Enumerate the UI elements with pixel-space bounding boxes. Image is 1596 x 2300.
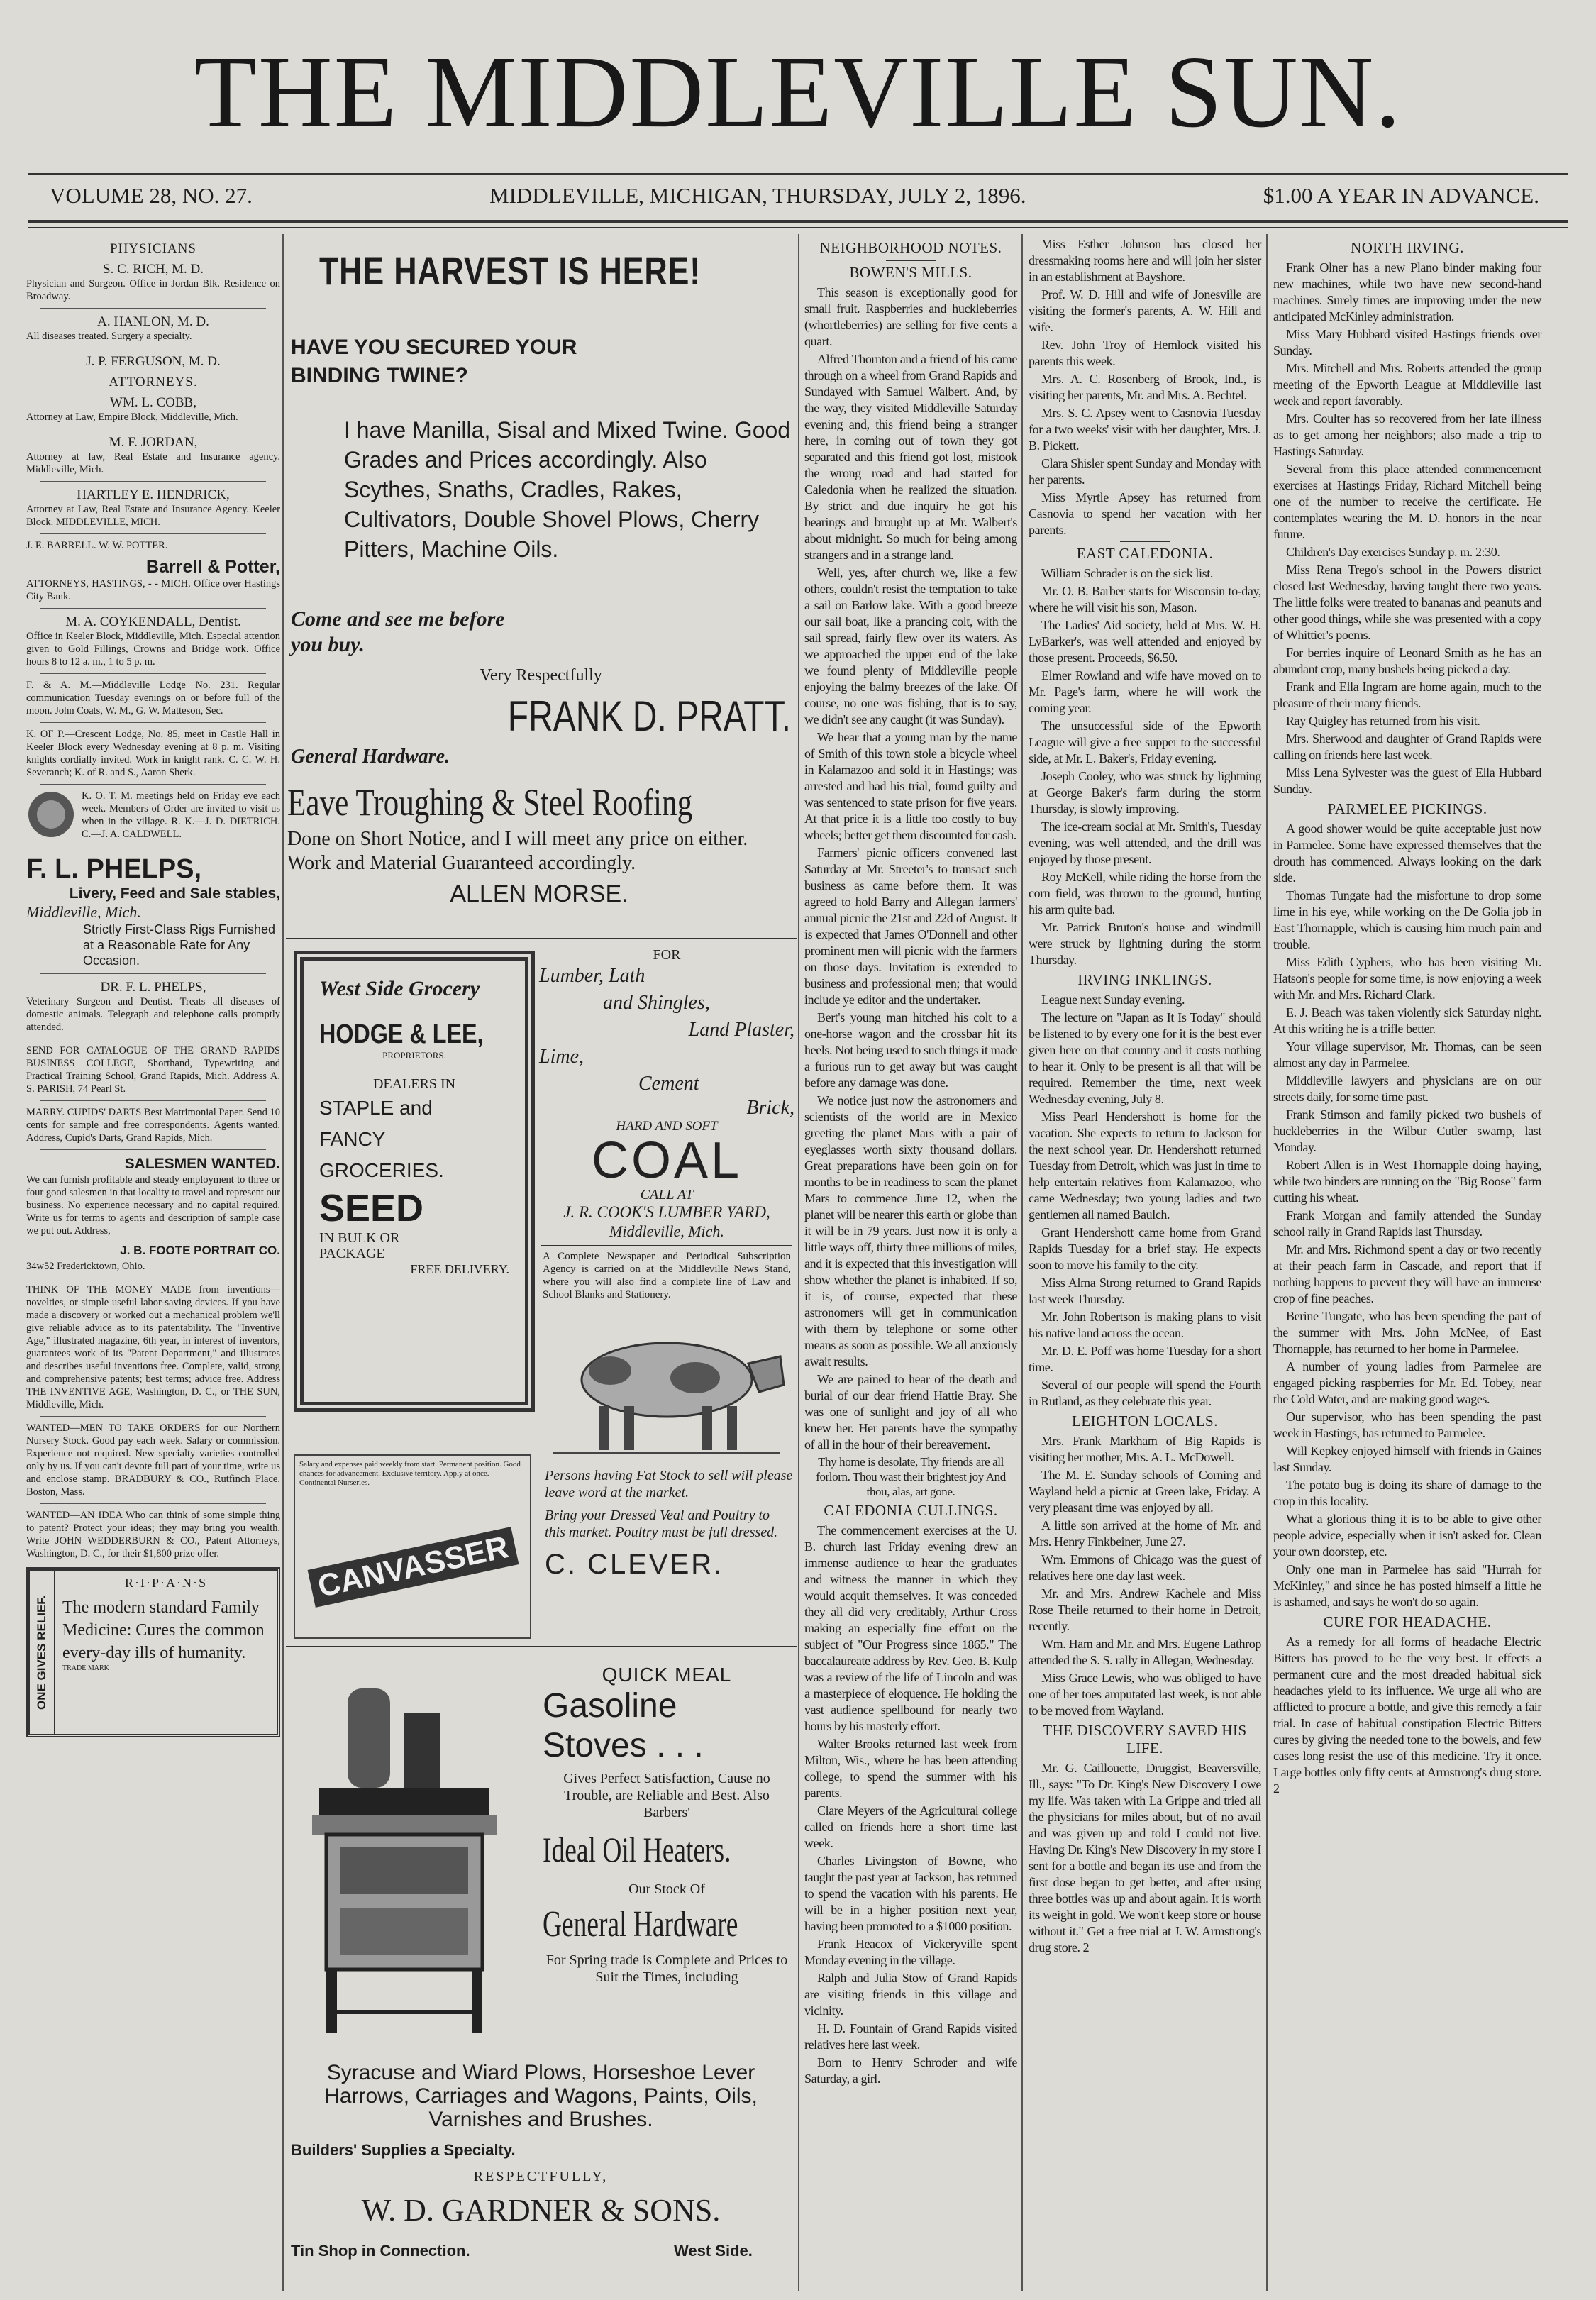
ad-text: GROCERIES. [319,1159,444,1181]
news-item: The M. E. Sunday schools of Corning and Wayland held a picnic at Green lake, Friday. A very pleasant time was enjoyed by all. [1029,1468,1261,1515]
ad-text: Bring your Dressed Veal and Poultry to this market. Poultry must be full dressed. [545,1508,778,1540]
news-item: Prof. W. D. Hill and wife of Jonesville are visiting the former's parents, A. W. Hill and wife. [1029,287,1261,334]
news-item: We notice just now the astronomers and scientists of the world are in Mexico greeting the planet Mars with a pair of eyeglasses worth sixty thousand dollars. Great preparations have been goin on for months to be in readiness to scan the planet Mars to commence June 12, when the planet will be nearer this earth or globe than it will be in 79 years. Just now it is only a little ways off, thirty three millions of miles, and it is expected that this investigation will show whether the planet is inhabited. If so, it is, of course, expected that these astronomers will get in communication with them by telephone or some other means as soon as possible. We all anxiously await results. [804,1093,1017,1369]
ad-subheadline: HAVE YOU SECURED YOUR BINDING TWINE? [291,336,577,387]
news-item: Mrs. Coulter has so recovered from her late illness as to get among her neighbors; also made a trip to Hastings Saturday. [1273,411,1541,458]
ad-text: FANCY [319,1128,386,1150]
ad-text: Syracuse and Wiard Plows, Horseshoe Lever Harrows, Carriages and Wagons, Paints, Oils, Varnishes and Brushes. [324,2061,758,2131]
lodge-notice: K. O. T. M. meetings held on Friday eve each week. Members of Order are invited to visit us when in the village. R. K.—J. D. DIETRICH. C.—J. A. CALDWELL. [82,790,280,840]
card-name: J. P. FERGUSON, M. D. [86,354,221,369]
lodge-notice: F. & A. M.—Middleville Lodge No. 231. Regular communication Tuesday evenings on or before full of the moon. John Coats, W. M., G. W. Matteson, Sec. [26,680,280,717]
news-item: Mrs. A. C. Rosenberg of Brook, Ind., is visiting her parents, Mr. and Mrs. A. Bechtel. [1029,372,1261,402]
news-item: Clare Meyers of the Agricultural college called on friends here a short time last week. [804,1803,1017,1850]
merchant-name: ALLEN MORSE. [450,880,628,907]
news-item: A good shower would be quite acceptable just now in Parmelee. Some have expressed themselves that the drouth has commenced. Always looking on the dark side. [1273,822,1541,885]
news-column-1 [804,236,1017,2089]
news-item: Well, yes, after church we, like a few others, couldn't resist the temptation to take a sail on Barlow lake. With a good breeze our sail boat, like a prancing colt, with the sail spread, fairly flew over its waters. As we approached the upper end of the lake we found plenty of Middleville people enjoying the balmy breezes of the lake. Of course, no one was fishing, that is to say, we didn't see any caught (it was Sunday). [804,565,1017,726]
divider [28,227,1568,228]
section-heading: LEIGHTON LOCALS. [1072,1412,1218,1430]
section-heading: BOWEN'S MILLS. [849,264,972,281]
card-name: DR. F. L. PHELPS, [100,980,206,995]
column-rule [1266,234,1268,2291]
ad-text: CALL AT [640,1187,694,1202]
ad-text: Our Stock Of [628,1881,705,1897]
gardner-hardware-ad [543,1664,791,1986]
cook-lumber-yard-ad [539,947,794,1241]
ad-text: We can furnish profitable and steady employment to three or four good salesmen in that locality to travel and represent our business. No experience necessary and no capital required. Write us for terms to agents and description of sample case we put out. Address, [26,1174,280,1237]
merchant-name: C. CLEVER. [545,1549,724,1580]
news-item: Mr. G. Caillouette, Druggist, Beaversville, Ill., says: "To Dr. King's New Discovery I owe my life. Was taken with La Grippe and tried all the physicians for miles about, but of no avail and was given up and told I could not live. Having Dr. King's New Discovery in my store I sent for a bottle and began its use and from the first dose began to get better, and after using three bottles was up and about again. It is worth its weight in gold. We won't keep store or house without it." Get a free trial at J. W. Armstrong's drug store. 2 [1029,1761,1261,1955]
news-item: Born to Henry Schroder and wife Saturday, a girl. [804,2055,1017,2086]
morse-roofing-ad [287,780,791,908]
ad-text: and Shingles, [603,992,710,1014]
news-item: Frank and Ella Ingram are home again, much to the pleasure of their many friends. [1273,680,1541,710]
ad-text: IN BULK OR PACKAGE [319,1230,400,1261]
merchant-name: FRANK D. PRATT. [507,692,791,740]
news-item: Frank Olner has a new Plano binder making four new machines, while two have new second-hand machines. Surely times are improving under the new anticipated McKinley administration. [1273,260,1541,324]
card-text: Office in Keeler Block, Middleville, Mich. Especial attention given to Gold Fillings, Crowns and Bridge work. Office hours 8 to 12 a. m., 1 to 5 p. m. [26,631,280,668]
card-name: WM. L. COBB, [110,395,196,410]
news-item: A number of young ladies from Parmelee are engaged picking raspberries for Mr. Ed. Tobey, near the Cold Water, and are making good wages. [1273,1359,1541,1406]
news-item: Farmers' picnic officers convened last Saturday at Mr. Streeter's to transact such business as came before them. It was agreed to hold Barry and Allegan farmers' annual picnic the 21st and 22d of August. It is expected that James O'Donnell and other prominent men will picnic with the farmers on those days. Invitation is extended to business and professional men; that would include ye editor and the undertaker. [804,846,1017,1007]
ad-text: HARD AND SOFT [616,1119,718,1134]
lodge-seal-icon [26,790,76,839]
news-item: Clara Shisler spent Sunday and Monday with her parents. [1029,456,1261,487]
dateline-bar [50,183,1539,209]
section-heading: PHYSICIANS [110,241,196,256]
news-item: We hear that a young man by the name of Smith of this town stole a bicycle wheel in Kalamazoo and sold it in Hastings; was arrested and had his trial, found guilty and was sentenced to state prison for five years. At that price it is a little too costly to buy wheels; better get them discounted for cash. [804,730,1017,842]
ad-text: West Side. [674,2242,753,2260]
column-rule [1021,234,1023,2291]
news-item: Frank Stimson and family picked two bushels of huckleberries in the Wilbur Cutler swamp, last Monday. [1273,1107,1541,1154]
news-item: This season is exceptionally good for small fruit. Raspberries and huckleberries (whortleberries) are selling for five cents a quart. [804,285,1017,348]
divider [1120,541,1170,542]
card-text: J. E. BARRELL. W. W. POTTER. [26,540,168,551]
news-item: Walter Brooks returned last week from Milton, Wis., where he has been attending college, to spend the summer with his parents. [804,1737,1017,1800]
divider [40,1503,266,1504]
ad-closing: Very Respectfully [480,666,602,685]
section-heading: EAST CALEDONIA. [1076,545,1214,562]
news-item: Miss Edith Cyphers, who has been visiting Mr. Hatson's people for some time, is now enjoying a week with Mr. and Mrs. Richard Clark. [1273,955,1541,1002]
divider [40,973,266,974]
news-item: Mr. Patrick Bruton's house and windmill were struck by lightning during the storm Thursday. [1029,920,1261,967]
news-item: Mrs. S. C. Apsey went to Casnovia Tuesday for a two weeks' visit with her daughter, Mrs. J. B. Pickett. [1029,406,1261,453]
card-name: F. L. PHELPS, [26,854,202,884]
divider [40,1416,266,1417]
news-item: As a remedy for all forms of headache Electric Bitters has proved to be the very best. It effects a permanent cure and the most dreaded habitual sick headaches yield to its influence. We urge all who are afflicted to procure a bottle, and give this remedy a fair trial. In case of habitual constipation Electric Bitters cures by giving the needed tone to the bowels, and few cases long resist the use of this medicine. Try it once. Large bottles only fifty cents at Armstrong's drug store. 2 [1273,1635,1541,1796]
ad-headline: Ideal Oil Heaters. [543,1830,731,1869]
ad-name: J. B. FOOTE PORTRAIT CO. [120,1244,280,1257]
news-item: Grant Hendershott came home from Grand Rapids Tuesday for a brief stay. He expects soon to move his family to the city. [1029,1225,1261,1272]
ad-text: 34w52 Fredericktown, Ohio. [26,1261,145,1272]
card-name: M. F. JORDAN, [109,435,198,450]
inventions-ad: THINK OF THE MONEY MADE from inventions—novelties, or simple useful labor-saving devices. If you have made a discovery or worked out a mechanical problem we'll give reliable advice as to its patentability. The "Inventive Age," illustrated magazine, 6th year, in interest of inventors, guarantees work of its "Patent Department," and illustrates and describes useful inventions free. Complete, valid, strong and comprehensive patents; best terms; advice free. Address THE INVENTIVE AGE, Washington, D. C., or THE SUN, Middleville, Mich. [26,1284,280,1410]
cow-illustration-icon [546,1320,787,1461]
ad-text: Persons having Fat Stock to sell will please leave word at the market. [545,1468,793,1500]
ad-text: Middleville, Mich. [609,1222,724,1240]
divider [40,784,266,785]
poem: Thy home is desolate, Thy friends are all forlorn. Thou wast their brightest joy And thou, alas, art gone. [816,1455,1006,1498]
news-item: Middleville lawyers and physicians are on our streets daily, for some time past. [1273,1073,1541,1104]
card-text: Strictly First-Class Rigs Furnished at a Reasonable Rate for Any Occasion. [83,922,276,968]
ad-closing: RESPECTFULLY, [473,2169,609,2184]
news-item: Mr. and Mrs. Richmond spent a day or two recently at their peach farm in Cascade, and report that if nothing happens to prevent they will have an immense crop of fine peaches. [1273,1242,1541,1305]
card-text: All diseases treated. Surgery a specialty. [26,331,192,342]
news-item: League next Sunday evening. [1041,993,1185,1007]
news-item: Roy McKell, while riding the horse from the corn field, was thrown to the ground, hurting his arm quite bad. [1029,870,1261,917]
news-item: Several of our people will spend the Fourth in Rutland, as they celebrate this year. [1029,1378,1261,1408]
news-item: Children's Day exercises Sunday p. m. 2:30. [1286,545,1500,559]
news-item: For berries inquire of Leonard Smith as he has an abundant crop, many bushels being picked a day. [1273,646,1541,676]
news-item: E. J. Beach was taken violently sick Saturday night. At this writing he is a trifle better. [1273,1005,1541,1036]
gasoline-stove-illustration-icon [298,1674,511,2050]
divider [40,308,266,309]
card-name: Barrell & Potter, [146,557,280,577]
column-rule [282,234,284,2291]
ad-text: Cement [638,1073,699,1095]
ad-text: SEED [319,1187,424,1229]
section-heading: PARMELEE PICKINGS. [1327,800,1487,817]
news-item: The lecture on "Japan as It Is Today" should be listened to by every one for it is the best ever given here on that country and it costs nothing to hear it. Only to be present is all that will be required. Remember the time, next week Wednesday evening, July 8. [1029,1010,1261,1106]
news-item: H. D. Fountain of Grand Rapids visited relatives here last week. [804,2021,1017,2052]
college-ad: SEND FOR CATALOGUE OF THE GRAND RAPIDS BUSINESS COLLEGE, Shorthand, Typewriting and Practical Training School, Grand Rapids, Mich. Address A. S. PARISH, 74 Pearl St. [26,1045,280,1095]
masthead-title: THE MIDDLEVILLE SUN. [194,35,1402,149]
ad-headline: THE HARVEST IS HERE! [319,248,701,293]
card-text: Veterinary Surgeon and Dentist. Treats all diseases of domestic animals. Telegraph and telephone calls promptly attended. [26,996,280,1033]
section-heading: ATTORNEYS. [109,375,198,389]
ad-headline: Stoves . . . [543,1727,704,1764]
divider [28,173,1568,175]
news-item: Frank Heacox of Vickeryville spent Monday evening in the village. [804,1937,1017,1967]
business-directory-column [26,236,280,1737]
card-name: HARTLEY E. HENDRICK, [77,487,230,502]
card-text: Physician and Surgeon. Office in Jordan Blk. Residence on Broadway. [26,278,280,302]
ripans-ad [26,1567,280,1737]
news-item: Rev. John Troy of Hemlock visited his parents this week. [1029,338,1261,368]
ad-text: Gives Perfect Satisfaction, Cause no Trouble, are Reliable and Best. Also Barbers' [563,1771,770,1820]
patent-ad: WANTED—AN IDEA Who can think of some simple thing to patent? Protect your ideas; they may bring you wealth. Write JOHN WEDDERBURN & CO., Patent Attorneys, Washington, D. C., for their $1,800 prize offer. [26,1510,280,1559]
news-item: Wm. Emmons of Chicago was the guest of relatives here one day last week. [1029,1552,1261,1583]
ad-text: QUICK MEAL [602,1664,732,1686]
clever-market-ad [545,1467,793,1581]
news-item: Frank Morgan and family attended the Sunday school rally in Grand Rapids last Thursday. [1273,1208,1541,1239]
ad-text: Lumber, Lath [539,965,645,987]
divider [286,1646,797,1647]
news-item: Ralph and Julia Stow of Grand Rapids are visiting friends in this village and vicinity. [804,1971,1017,2018]
ad-text: Builders' Supplies a Specialty. [291,2141,516,2159]
card-name: A. HANLON, M. D. [97,314,209,329]
divider [40,673,266,674]
ad-tagline: Come and see me before you buy. [291,607,505,656]
kotm-notice [26,790,280,841]
ad-text: Land Plaster, [688,1019,794,1041]
divider [40,608,266,609]
news-item: Robert Allen is in West Thornapple doing haying, while two binders are running on the "Big Roose" farm cutting his wheat. [1273,1158,1541,1205]
ad-body: Done on Short Notice, and I will meet any price on either. Work and Material Guaranteed accordingly. [287,828,748,874]
news-column-2 [1029,236,1261,1957]
news-item: Miss Rena Trego's school in the Powers district closed last Wednesday, having taught there two years. The little folks were treated to bananas and peanuts and other good things, while she was presented with a copy of Whittier's poems. [1273,563,1541,642]
news-item: Several from this place attended commencement exercises at Hastings Friday, Richard Mitchell being one of the number to receive the certificate. He contemplates wearing the M. D. honors in the near future. [1273,462,1541,541]
ad-heading: SALESMEN WANTED. [124,1156,280,1172]
merchant-trade: General Hardware. [291,746,450,768]
news-item: Mrs. Sherwood and daughter of Grand Rapids were calling on friends here last week. [1273,731,1541,762]
merchant-name: W. D. GARDNER & SONS. [361,2193,721,2228]
news-item: Our supervisor, who has been spending the past week in Hastings, has returned to Parmelee. [1273,1410,1541,1440]
volume-number: VOLUME 28, NO. 27. [50,183,253,208]
section-heading: THE DISCOVERY SAVED HIS LIFE. [1043,1722,1247,1757]
ad-body: I have Manilla, Sisal and Mixed Twine. Good Grades and Prices accordingly. Also Scythes, Snaths, Cradles, Rakes, Cultivators, Double Shovel Plows, Cherry Pitters, Machine Oils. [344,417,791,562]
divider [886,260,936,261]
ad-headline: CANVASSER [308,1527,519,1608]
news-item: Wm. Ham and Mr. and Mrs. Eugene Lathrop attended the S. S. rally in Allegan, Wednesday. [1029,1637,1261,1667]
ad-text: FOR [653,947,681,963]
section-heading: NORTH IRVING. [1351,239,1464,256]
section-heading: NEIGHBORHOOD NOTES. [819,239,1002,256]
divider [40,722,266,723]
news-item: Mr. John Robertson is making plans to visit his native land across the ocean. [1029,1310,1261,1340]
ad-text: STAPLE and [319,1097,433,1119]
news-item: Mr. D. E. Poff was home Tuesday for a short time. [1029,1344,1261,1374]
divider [28,220,1568,223]
news-item: Elmer Rowland and wife have moved on to Mr. Page's farm, where he will work the coming year. [1029,668,1261,715]
coal-headline: COAL [591,1132,743,1189]
divider [40,1149,266,1150]
news-item: Mr. and Mrs. Andrew Kachele and Miss Rose Theile returned to their home in Detroit, recently. [1029,1586,1261,1633]
section-heading: CURE FOR HEADACHE. [1323,1613,1492,1630]
news-item: Mrs. Frank Markham of Big Rapids is visiting her mother, Mrs. A. L. McDowell. [1029,1434,1261,1464]
matrimonial-ad: MARRY. CUPIDS' DARTS Best Matrimonial Paper. Send 10 cents for sample and free correspondents. Agents wanted. Address, Cupid's Darts, Grand Rapids, Mich. [26,1107,280,1144]
news-item: Miss Mary Hubbard visited Hastings friends over Sunday. [1273,327,1541,358]
card-name: S. C. RICH, M. D. [103,262,204,277]
divider [286,938,797,939]
trade-mark: TRADE MARK [62,1664,109,1672]
news-item: Ray Quigley has returned from his visit. [1286,714,1480,728]
ad-headline: General Hardware [543,1904,738,1945]
lodge-notice: K. OF P.—Crescent Lodge, No. 85, meet in Castle Hall in Keeler Block every Wednesday evening at 8 p. m. Visiting knights cordially invited. Work in knight rank. C. C. W. H. Severanch; K. of R. and S., Aaron Sherk. [26,729,280,778]
merchant-name: J. R. COOK'S LUMBER YARD, [563,1203,770,1221]
divider [40,533,266,534]
news-stand-notice: A Complete Newspaper and Periodical Subscription Agency is carried on at the Middleville News Stand, where you will also find a complete line of Law and School Blanks and Stationery. [543,1251,791,1300]
news-item: Miss Grace Lewis, who was obliged to have one of her toes amputated last week, is not able to be moved from Wayland. [1029,1671,1261,1718]
ad-headline: West Side Grocery [319,977,480,1000]
news-item: The unsuccessful side of the Epworth League will give a free supper to the successful side, at Mr. L. Baker's, Friday evening. [1029,719,1261,765]
ad-text: DEALERS IN [372,1076,456,1092]
card-text: Attorney at Law, Empire Block, Middleville, Mich. [26,411,238,423]
west-side-grocery-ad [294,951,535,1412]
news-item: Joseph Cooley, who was struck by lightning at George Baker's farm during the storm Thursday, is slowly improving. [1029,769,1261,816]
nursery-ad: WANTED—MEN TO TAKE ORDERS for our Northern Nursery Stock. Good pay each week. Salary or commission. Experience not required. New specialty varieties controlled only by us. If you can't devote full part of your time, write us and enclose stamp. BRADBURY & CO., Rutfinch Place. Boston, Mass. [26,1422,280,1498]
news-item: Your village supervisor, Mr. Thomas, can be seen almost any day in Parmelee. [1273,1039,1541,1070]
divider [40,481,266,482]
news-item: The commencement exercises at the U. B. church last Friday evening drew an immense audience to hear the graduates and witness the manner in which they would acquit themselves. It was conceded they all did very creditably, Arthur Cross making an especially fine effort on the subject of "Our Progress since 1865." The baccalaureate address by Rev. Geo. B. Kulp was a review of the life of Lincoln and was a masterpiece of eloquence. He holding the vast audience spellbound for nearly two hours by his masterly effort. [804,1523,1017,1733]
news-item: William Schrader is on the sick list. [1041,566,1213,580]
divider [541,1245,792,1246]
news-item: Mr. O. B. Barber starts for Wisconsin to-day, where he will visit his son, Mason. [1029,584,1261,614]
news-item: Berine Tungate, who has been spending the part of the summer with Mrs. John McNee, of East Thornapple, has returned to her home in Parmelee. [1273,1309,1541,1356]
card-text: Attorney at Law, Real Estate and Insurance Agency. Keeler Block. MIDDLEVILLE, MICH. [26,504,280,528]
ad-text: FREE DELIVERY. [410,1262,509,1276]
news-item: We are pained to hear of the death and burial of our dear friend Hattie Bray. She was one of sunlight and joy of all who knew her. Her parents have the sympathy of all in the hour of their bereavement. [804,1372,1017,1452]
ripans-text: The modern standard Family Medicine: Cures the common every-day ills of humanity. [62,1598,265,1662]
ripans-heading: R·I·P·A·N·S [125,1576,207,1590]
section-heading: CALEDONIA CULLINGS. [824,1502,998,1519]
ad-text: Brick, [746,1097,794,1119]
proprietors-label: PROPRIETORS. [382,1050,446,1061]
merchant-name: HODGE & LEE, [319,1019,484,1049]
news-column-3 [1273,236,1541,1798]
news-item: A little son arrived at the home of Mr. and Mrs. Henry Finkbeiner, June 27. [1029,1518,1261,1549]
news-item: Miss Esther Johnson has closed her dressmaking rooms here and will join her sister in an establishment at Bayshore. [1029,237,1261,284]
section-heading: IRVING INKLINGS. [1077,971,1212,988]
news-item: Miss Pearl Hendershott is home for the vacation. She expects to return to Jackson for the next school year. Dr. Hendershott returned Tuesday from Detroit, which was just in time to help entertain relatives from Kalamazoo, who came Wednesday; two young ladies and two gentlemen all named Baulch. [1029,1110,1261,1222]
card-text: ATTORNEYS, HASTINGS, - - MICH. Office over Hastings City Bank. [26,578,280,602]
news-item: The Ladies' Aid society, held at Mrs. W. H. LyBarker's, was well attended and enjoyed by those present. Proceeds, $6.50. [1029,618,1261,665]
subscription-price: $1.00 A YEAR IN ADVANCE. [1263,183,1539,208]
news-item: Bert's young man hitched his colt to a one-horse wagon and the crossbar hit its heels. Not being used to such things it made a furious run to get away but was caught before any damage was done. [804,1010,1017,1090]
news-item: Mrs. Mitchell and Mrs. Roberts attended the group meeting of the Epworth League at Middleville last week and report favorably. [1273,361,1541,408]
news-item: Only one man in Parmelee has said "Hurrah for McKinley," and since he has posted himself a little he is ashamed, and says he won't do so again. [1273,1562,1541,1609]
ripans-side-text: ONE GIVES RELIEF. [30,1571,55,1734]
news-item: Will Kepkey enjoyed himself with friends in Gaines last Sunday. [1273,1444,1541,1474]
news-item: Miss Alma Strong returned to Grand Rapids last week Thursday. [1029,1276,1261,1306]
news-item: Alfred Thornton and a friend of his came through on a wheel from Grand Rapids and Sundayed with Samuel Walbert. And, by the way, they visited Middleville Saturday evening and, this friend being a stranger here, in coming out of town they got separated and this friend got lost, mistook the wrong road and had started for Caledonia when he realized the situation. By strict and due inquiry he got his bearings and brought up at Mr. Walbert's about midnight. So much for being among strangers and in a strange land. [804,352,1017,562]
ad-text: Salary and expenses paid weekly from start. Permanent position. Good chances for advancement. Exclusive territory. Apply at once. Continental Nurseries. [299,1460,521,1487]
canvasser-ad [294,1454,531,1639]
ad-text: For Spring trade is Complete and Prices to Suit the Times, including [545,1952,788,1985]
ad-headline: Eave Troughing & Steel Roofing [287,781,693,824]
divider [40,1100,266,1101]
news-item: What a glorious thing it is to be able to give other people advice, especially when it isn't asked for. Clean your own doorstep, etc. [1273,1512,1541,1559]
pratt-hardware-ad [291,241,791,773]
ad-text: Tin Shop in Connection. [291,2242,470,2260]
card-name: M. A. COYKENDALL, Dentist. [65,614,241,629]
column-rule [798,234,799,2291]
card-text: Attorney at law, Real Estate and Insurance agency. Middleville, Mich. [26,451,280,475]
ad-headline: Gasoline [543,1687,677,1725]
news-item: The ice-cream social at Mr. Smith's, Tuesday evening, was well attended, and the drill was enjoyed by those present. [1029,819,1261,866]
news-item: Charles Livingston of Bowne, who taught the past year at Jackson, has returned to spend the vacation with his parents. He will be in a higher position next year, having been promoted to a $1000 position. [804,1854,1017,1933]
news-item: Miss Myrtle Apsey has returned from Casnovia to spend her vacation with her parents. [1029,490,1261,537]
news-item: Thomas Tungate had the misfortune to drop some lime in his eye, while working on the De Golia job in East Thornapple, which is causing him much pain and trouble. [1273,888,1541,951]
news-item: Miss Lena Sylvester was the guest of Ella Hubbard Sunday. [1273,765,1541,796]
news-item: The potato bug is doing its share of damage to the crop in this locality. [1273,1478,1541,1508]
dateline: MIDDLEVILLE, MICHIGAN, THURSDAY, JULY 2, 1896. [489,183,1026,208]
ad-text: Lime, [539,1046,584,1068]
card-text: Livery, Feed and Sale stables, [69,885,280,902]
card-text: Middleville, Mich. [26,903,141,921]
